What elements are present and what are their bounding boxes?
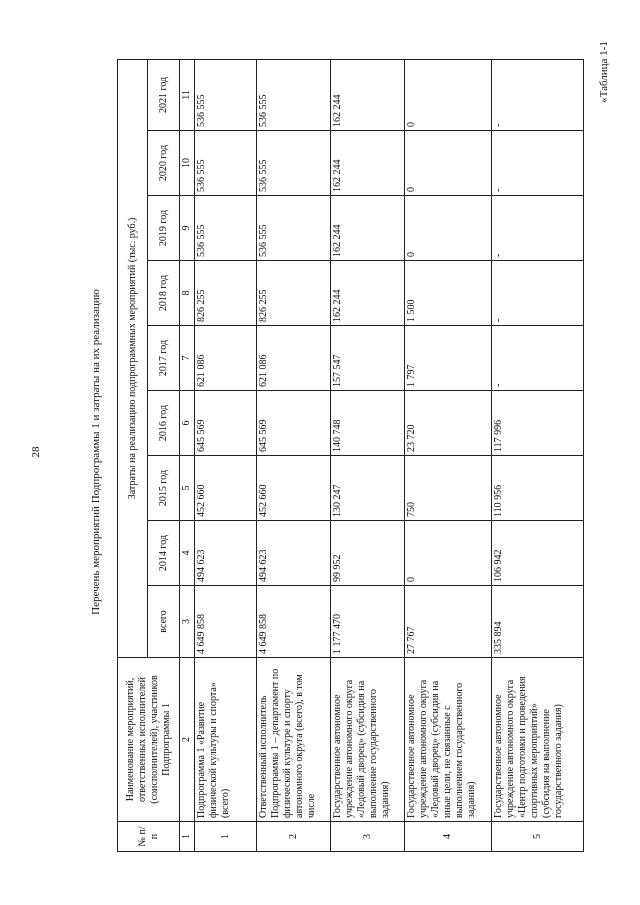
column-index: 2 <box>180 658 195 822</box>
row-value: - <box>492 326 584 391</box>
row-value: 0 <box>405 131 492 196</box>
column-index: 1 <box>180 822 195 852</box>
row-value: 99 952 <box>331 521 405 586</box>
row-name: Государственное автономное учреждение автономного округа «Ледовый дворец» (субсидия на выполнение государственного задания) <box>331 658 405 822</box>
table-row <box>257 59 331 851</box>
row-value: 4 649 858 <box>195 586 257 658</box>
row-value: 536 555 <box>195 59 257 130</box>
table-row <box>492 59 584 851</box>
row-value: 536 555 <box>195 131 257 196</box>
row-name: Государственное автономное учреждение автономного округа «Центр подготовки и проведения спортивных мероприятий» (субсидия на выполнение государственного задания) <box>492 658 584 822</box>
column-index: 4 <box>180 521 195 586</box>
header-year-2020: 2020 год <box>148 131 180 196</box>
row-num: 1 <box>195 822 257 852</box>
page-number: 28 <box>30 446 42 458</box>
row-value: 536 555 <box>195 196 257 261</box>
row-name: Подпрограмма 1 «Развитие физической культуры и спорта» (всего) <box>195 658 257 822</box>
row-value: 140 748 <box>331 391 405 456</box>
header-year-2018: 2018 год <box>148 261 180 326</box>
table-label: «Таблица 1-1 <box>598 41 610 103</box>
column-index: 11 <box>180 59 195 130</box>
header-year-2014: 2014 год <box>148 521 180 586</box>
row-value: 0 <box>405 59 492 130</box>
row-value: 0 <box>405 521 492 586</box>
row-num: 4 <box>405 822 492 852</box>
row-num: 2 <box>257 822 331 852</box>
row-value: 110 956 <box>492 456 584 521</box>
column-index: 8 <box>180 261 195 326</box>
row-value: 130 247 <box>331 456 405 521</box>
row-value: 536 555 <box>257 131 331 196</box>
column-index: 5 <box>180 456 195 521</box>
row-value: 23 720 <box>405 391 492 456</box>
row-value: 162 244 <box>331 261 405 326</box>
row-value: 27 767 <box>405 586 492 658</box>
column-index: 7 <box>180 326 195 391</box>
table-row <box>405 59 492 851</box>
header-name: Наименование мероприятий, ответственных исполнителей (соисполнителей), участников Подпрограммы 1 <box>118 658 180 822</box>
row-value: 106 942 <box>492 521 584 586</box>
row-value: 4 649 858 <box>257 586 331 658</box>
header-year-2021: 2021 год <box>148 59 180 130</box>
row-value: 645 569 <box>257 391 331 456</box>
row-value: 826 255 <box>195 261 257 326</box>
header-costs-group: Затраты на реализацию подпрограммных мероприятий (тыс. руб.) <box>118 59 148 657</box>
row-value: 494 623 <box>257 521 331 586</box>
row-num: 3 <box>331 822 405 852</box>
rotated-table-container <box>117 60 582 852</box>
row-value: - <box>492 261 584 326</box>
row-value: 162 244 <box>331 59 405 130</box>
row-value: 645 569 <box>195 391 257 456</box>
row-value: - <box>492 196 584 261</box>
column-index: 9 <box>180 196 195 261</box>
row-value: 452 660 <box>257 456 331 521</box>
column-index-row <box>180 59 195 851</box>
row-value: 494 623 <box>195 521 257 586</box>
row-value: 750 <box>405 456 492 521</box>
row-value: 162 244 <box>331 131 405 196</box>
table-row <box>331 59 405 851</box>
row-value: 1 500 <box>405 261 492 326</box>
row-value: 335 894 <box>492 586 584 658</box>
header-num: № п/п <box>118 822 180 852</box>
row-value: 536 555 <box>257 59 331 130</box>
header-total: всего <box>148 586 180 658</box>
row-value: 157 547 <box>331 326 405 391</box>
row-value: - <box>492 131 584 196</box>
header-year-2019: 2019 год <box>148 196 180 261</box>
row-value: 621 086 <box>257 326 331 391</box>
row-value: 1 797 <box>405 326 492 391</box>
row-value: 621 086 <box>195 326 257 391</box>
table-title: Перечень мероприятий Подпрограммы 1 и затраты на их реализацию <box>90 289 102 615</box>
row-name: Государственное автономное учреждение автономного округа «Ледовый дворец» (субсидия на иные цели, не связанные с выполнением государственного задания) <box>405 658 492 822</box>
row-value: 1 177 470 <box>331 586 405 658</box>
row-value: 0 <box>405 196 492 261</box>
row-value: 826 255 <box>257 261 331 326</box>
column-index: 3 <box>180 586 195 658</box>
costs-table <box>117 59 584 852</box>
row-num: 5 <box>492 822 584 852</box>
column-index: 10 <box>180 131 195 196</box>
row-name: Ответственный исполнитель Подпрограммы 1 – департамент по физической культуре и спорту автономного округа (всего), в том числе <box>257 658 331 822</box>
row-value: 117 996 <box>492 391 584 456</box>
header-year-2015: 2015 год <box>148 456 180 521</box>
row-value: 162 244 <box>331 196 405 261</box>
header-year-2016: 2016 год <box>148 391 180 456</box>
table-row <box>195 59 257 851</box>
row-value: 536 555 <box>257 196 331 261</box>
row-value: 452 660 <box>195 456 257 521</box>
header-year-2017: 2017 год <box>148 326 180 391</box>
row-value: - <box>492 59 584 130</box>
column-index: 6 <box>180 391 195 456</box>
